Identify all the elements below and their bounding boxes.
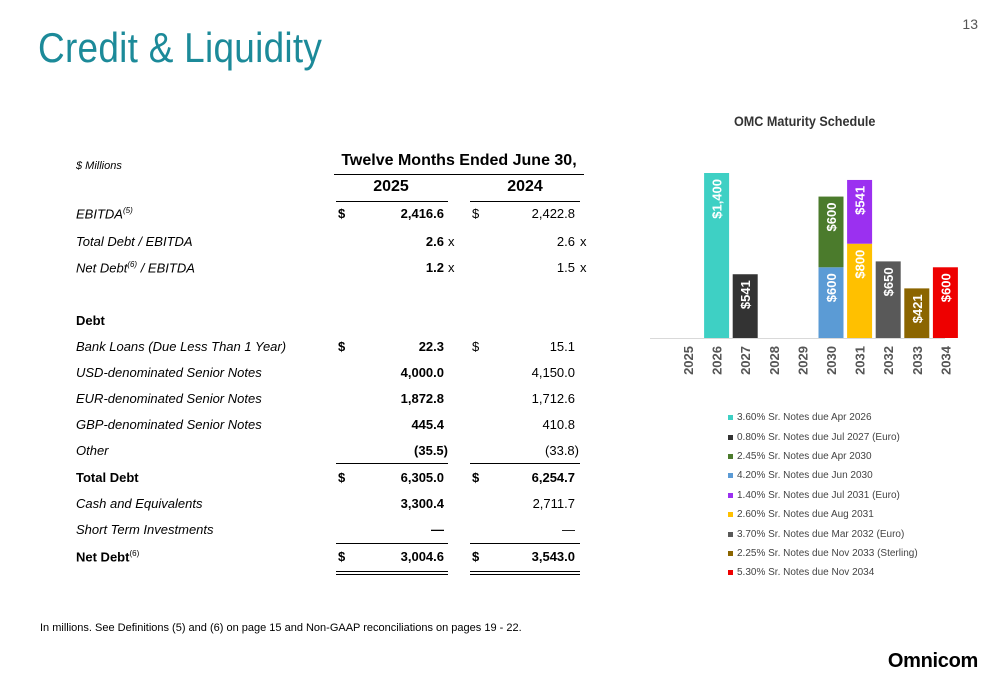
table-row-total-debt bbox=[0, 470, 600, 490]
year-header-2024: 2024 bbox=[507, 178, 543, 195]
subtotal-rule bbox=[336, 463, 448, 464]
table-row-ebitda bbox=[0, 206, 600, 226]
value-2024: 6,254.7 bbox=[531, 470, 575, 485]
legend-swatch bbox=[728, 512, 733, 517]
page-number: 13 bbox=[962, 16, 978, 32]
table-row-usd-notes bbox=[0, 365, 600, 385]
row-label: GBP-denominated Senior Notes bbox=[76, 417, 262, 432]
currency-symbol: $ bbox=[338, 549, 346, 564]
value-2024: (33.8) bbox=[545, 443, 579, 458]
footnote: In millions. See Definitions (5) and (6) on page 15 and Non-GAAP reconciliations on pages 19 - 22. bbox=[40, 622, 522, 634]
legend-item bbox=[728, 563, 918, 582]
value-2024: 3,543.0 bbox=[531, 549, 575, 564]
table-row-net-debt-ebitda bbox=[0, 260, 600, 280]
value-2025: 3,300.4 bbox=[400, 496, 444, 511]
bar-data-label: $600 bbox=[824, 202, 839, 232]
row-label: Short Term Investments bbox=[76, 522, 214, 537]
bar-data-label: $800 bbox=[852, 249, 868, 279]
row-label-text: / EBITDA bbox=[137, 260, 195, 276]
legend-swatch bbox=[728, 415, 733, 420]
section-label: Debt bbox=[76, 313, 105, 328]
row-label: EUR-denominated Senior Notes bbox=[76, 391, 262, 406]
bar-data-label: $650 bbox=[881, 267, 897, 297]
value-2025: 2,416.6 bbox=[400, 206, 444, 221]
value-2025: 1.2 bbox=[425, 260, 444, 275]
chart-legend bbox=[728, 408, 918, 583]
bar-data-label: $421 bbox=[909, 294, 925, 324]
value-2024: 15.1 bbox=[549, 339, 575, 354]
x-tick-label: 2031 bbox=[852, 346, 868, 375]
legend-swatch bbox=[728, 570, 733, 575]
legend-label: 1.40% Sr. Notes due Jul 2031 (Euro) bbox=[737, 489, 900, 501]
value-2025: 22.3 bbox=[418, 339, 444, 354]
multiple-suffix: x bbox=[580, 260, 587, 275]
bar-data-label: $1,400 bbox=[709, 179, 725, 219]
period-header: Twelve Months Ended June 30, bbox=[334, 152, 584, 175]
row-label-text: EBITDA bbox=[76, 206, 123, 222]
x-tick-label: 2028 bbox=[766, 346, 782, 375]
currency-symbol: $ bbox=[338, 470, 346, 485]
multiple-suffix: x bbox=[448, 260, 455, 275]
legend-label: 2.25% Sr. Notes due Nov 2033 (Sterling) bbox=[737, 547, 918, 559]
multiple-suffix: x bbox=[580, 234, 587, 249]
value-2025: 4,000.0 bbox=[400, 365, 444, 380]
year-header-2025: 2025 bbox=[373, 178, 409, 195]
omnicom-logo: Omnicom bbox=[887, 650, 978, 672]
x-tick-label: 2026 bbox=[709, 346, 725, 375]
currency-symbol: $ bbox=[472, 549, 480, 564]
x-tick-label: 2034 bbox=[938, 346, 954, 375]
legend-item bbox=[728, 466, 918, 485]
x-tick-label: 2032 bbox=[881, 346, 897, 375]
table-row-eur-notes bbox=[0, 391, 600, 411]
table-row-net-debt bbox=[0, 549, 600, 569]
legend-label: 0.80% Sr. Notes due Jul 2027 (Euro) bbox=[737, 431, 900, 443]
row-label: Total Debt / EBITDA bbox=[76, 234, 193, 249]
value-2025: — bbox=[431, 522, 444, 537]
legend-item bbox=[728, 505, 918, 524]
table-row-debt-ebitda bbox=[0, 234, 600, 254]
bar-data-label: $600 bbox=[938, 273, 954, 303]
legend-swatch bbox=[728, 493, 733, 498]
legend-label: 2.45% Sr. Notes due Apr 2030 bbox=[737, 450, 872, 462]
footnote-ref: (6) bbox=[127, 260, 138, 269]
legend-swatch bbox=[728, 454, 733, 459]
value-2024: — bbox=[562, 522, 575, 537]
currency-symbol: $ bbox=[472, 339, 480, 354]
legend-swatch bbox=[728, 551, 733, 556]
x-tick-label: 2025 bbox=[681, 346, 696, 375]
total-double-rule bbox=[336, 574, 448, 575]
value-2025: 445.4 bbox=[411, 417, 444, 432]
table-row-other bbox=[0, 443, 600, 463]
value-2025: 1,872.8 bbox=[400, 391, 444, 406]
row-label: Bank Loans (Due Less Than 1 Year) bbox=[76, 339, 287, 354]
chart-title: OMC Maturity Schedule bbox=[734, 113, 876, 129]
subtotal-rule bbox=[336, 543, 448, 544]
value-2025: (35.5) bbox=[414, 443, 448, 458]
value-2025: 3,004.6 bbox=[400, 549, 444, 564]
subtotal-rule bbox=[470, 543, 580, 544]
legend-swatch bbox=[728, 435, 733, 440]
currency-symbol: $ bbox=[338, 206, 346, 221]
units-label: $ Millions bbox=[76, 160, 122, 172]
row-label: USD-denominated Senior Notes bbox=[76, 365, 262, 380]
value-2024: 1,712.6 bbox=[531, 391, 575, 406]
legend-label: 2.60% Sr. Notes due Aug 2031 bbox=[737, 509, 874, 521]
table-row-bank-loans bbox=[0, 339, 600, 359]
row-label: Cash and Equivalents bbox=[76, 496, 203, 511]
x-tick-label: 2030 bbox=[824, 346, 839, 375]
footnote-ref: (5) bbox=[122, 206, 133, 215]
value-2024: 2,422.8 bbox=[531, 206, 575, 221]
x-tick-label: 2027 bbox=[738, 346, 754, 375]
row-label: Total Debt bbox=[76, 470, 139, 485]
value-2024: 1.5 bbox=[556, 260, 575, 275]
table-row-cash bbox=[0, 496, 600, 516]
x-tick-label: 2033 bbox=[909, 346, 925, 375]
x-tick-label: 2029 bbox=[795, 346, 811, 375]
legend-label: 3.70% Sr. Notes due Mar 2032 (Euro) bbox=[737, 528, 905, 540]
value-2024: 2.6 bbox=[556, 234, 575, 249]
row-label bbox=[76, 549, 139, 564]
maturity-chart bbox=[640, 130, 960, 390]
currency-symbol: $ bbox=[338, 339, 346, 354]
subtotal-rule bbox=[470, 463, 580, 464]
row-label-text: Net Debt bbox=[76, 260, 128, 276]
legend-item bbox=[728, 544, 918, 563]
table-row-debt-header bbox=[0, 313, 600, 333]
row-label-text: Net Debt bbox=[76, 549, 130, 565]
legend-label: 3.60% Sr. Notes due Apr 2026 bbox=[737, 412, 872, 424]
value-2024: 2,711.7 bbox=[532, 496, 575, 511]
currency-symbol: $ bbox=[472, 206, 480, 221]
multiple-suffix: x bbox=[448, 234, 455, 249]
bar-data-label: $600 bbox=[824, 273, 839, 303]
legend-item bbox=[728, 447, 918, 466]
legend-item bbox=[728, 427, 918, 446]
currency-symbol: $ bbox=[472, 470, 480, 485]
table-row-gbp-notes bbox=[0, 417, 600, 437]
row-label: Other bbox=[76, 443, 109, 458]
value-2024: 410.8 bbox=[542, 417, 575, 432]
value-2025: 6,305.0 bbox=[400, 470, 444, 485]
bar-data-label: $541 bbox=[852, 185, 868, 215]
value-2025: 2.6 bbox=[425, 234, 444, 249]
total-double-rule bbox=[336, 571, 448, 572]
page-title: Credit & Liquidity bbox=[38, 24, 323, 71]
table-row-short-term bbox=[0, 522, 600, 542]
legend-item bbox=[728, 524, 918, 543]
legend-swatch bbox=[728, 473, 733, 478]
bar-data-label: $541 bbox=[738, 280, 754, 310]
value-2024: 4,150.0 bbox=[531, 365, 575, 380]
row-label bbox=[76, 260, 195, 275]
legend-swatch bbox=[728, 532, 733, 537]
total-double-rule bbox=[470, 571, 580, 572]
legend-item bbox=[728, 408, 918, 427]
legend-label: 5.30% Sr. Notes due Nov 2034 bbox=[737, 567, 875, 579]
legend-label: 4.20% Sr. Notes due Jun 2030 bbox=[737, 470, 873, 482]
footnote-ref: (6) bbox=[129, 549, 140, 558]
total-double-rule bbox=[470, 574, 580, 575]
legend-item bbox=[728, 486, 918, 505]
row-label bbox=[76, 206, 133, 221]
